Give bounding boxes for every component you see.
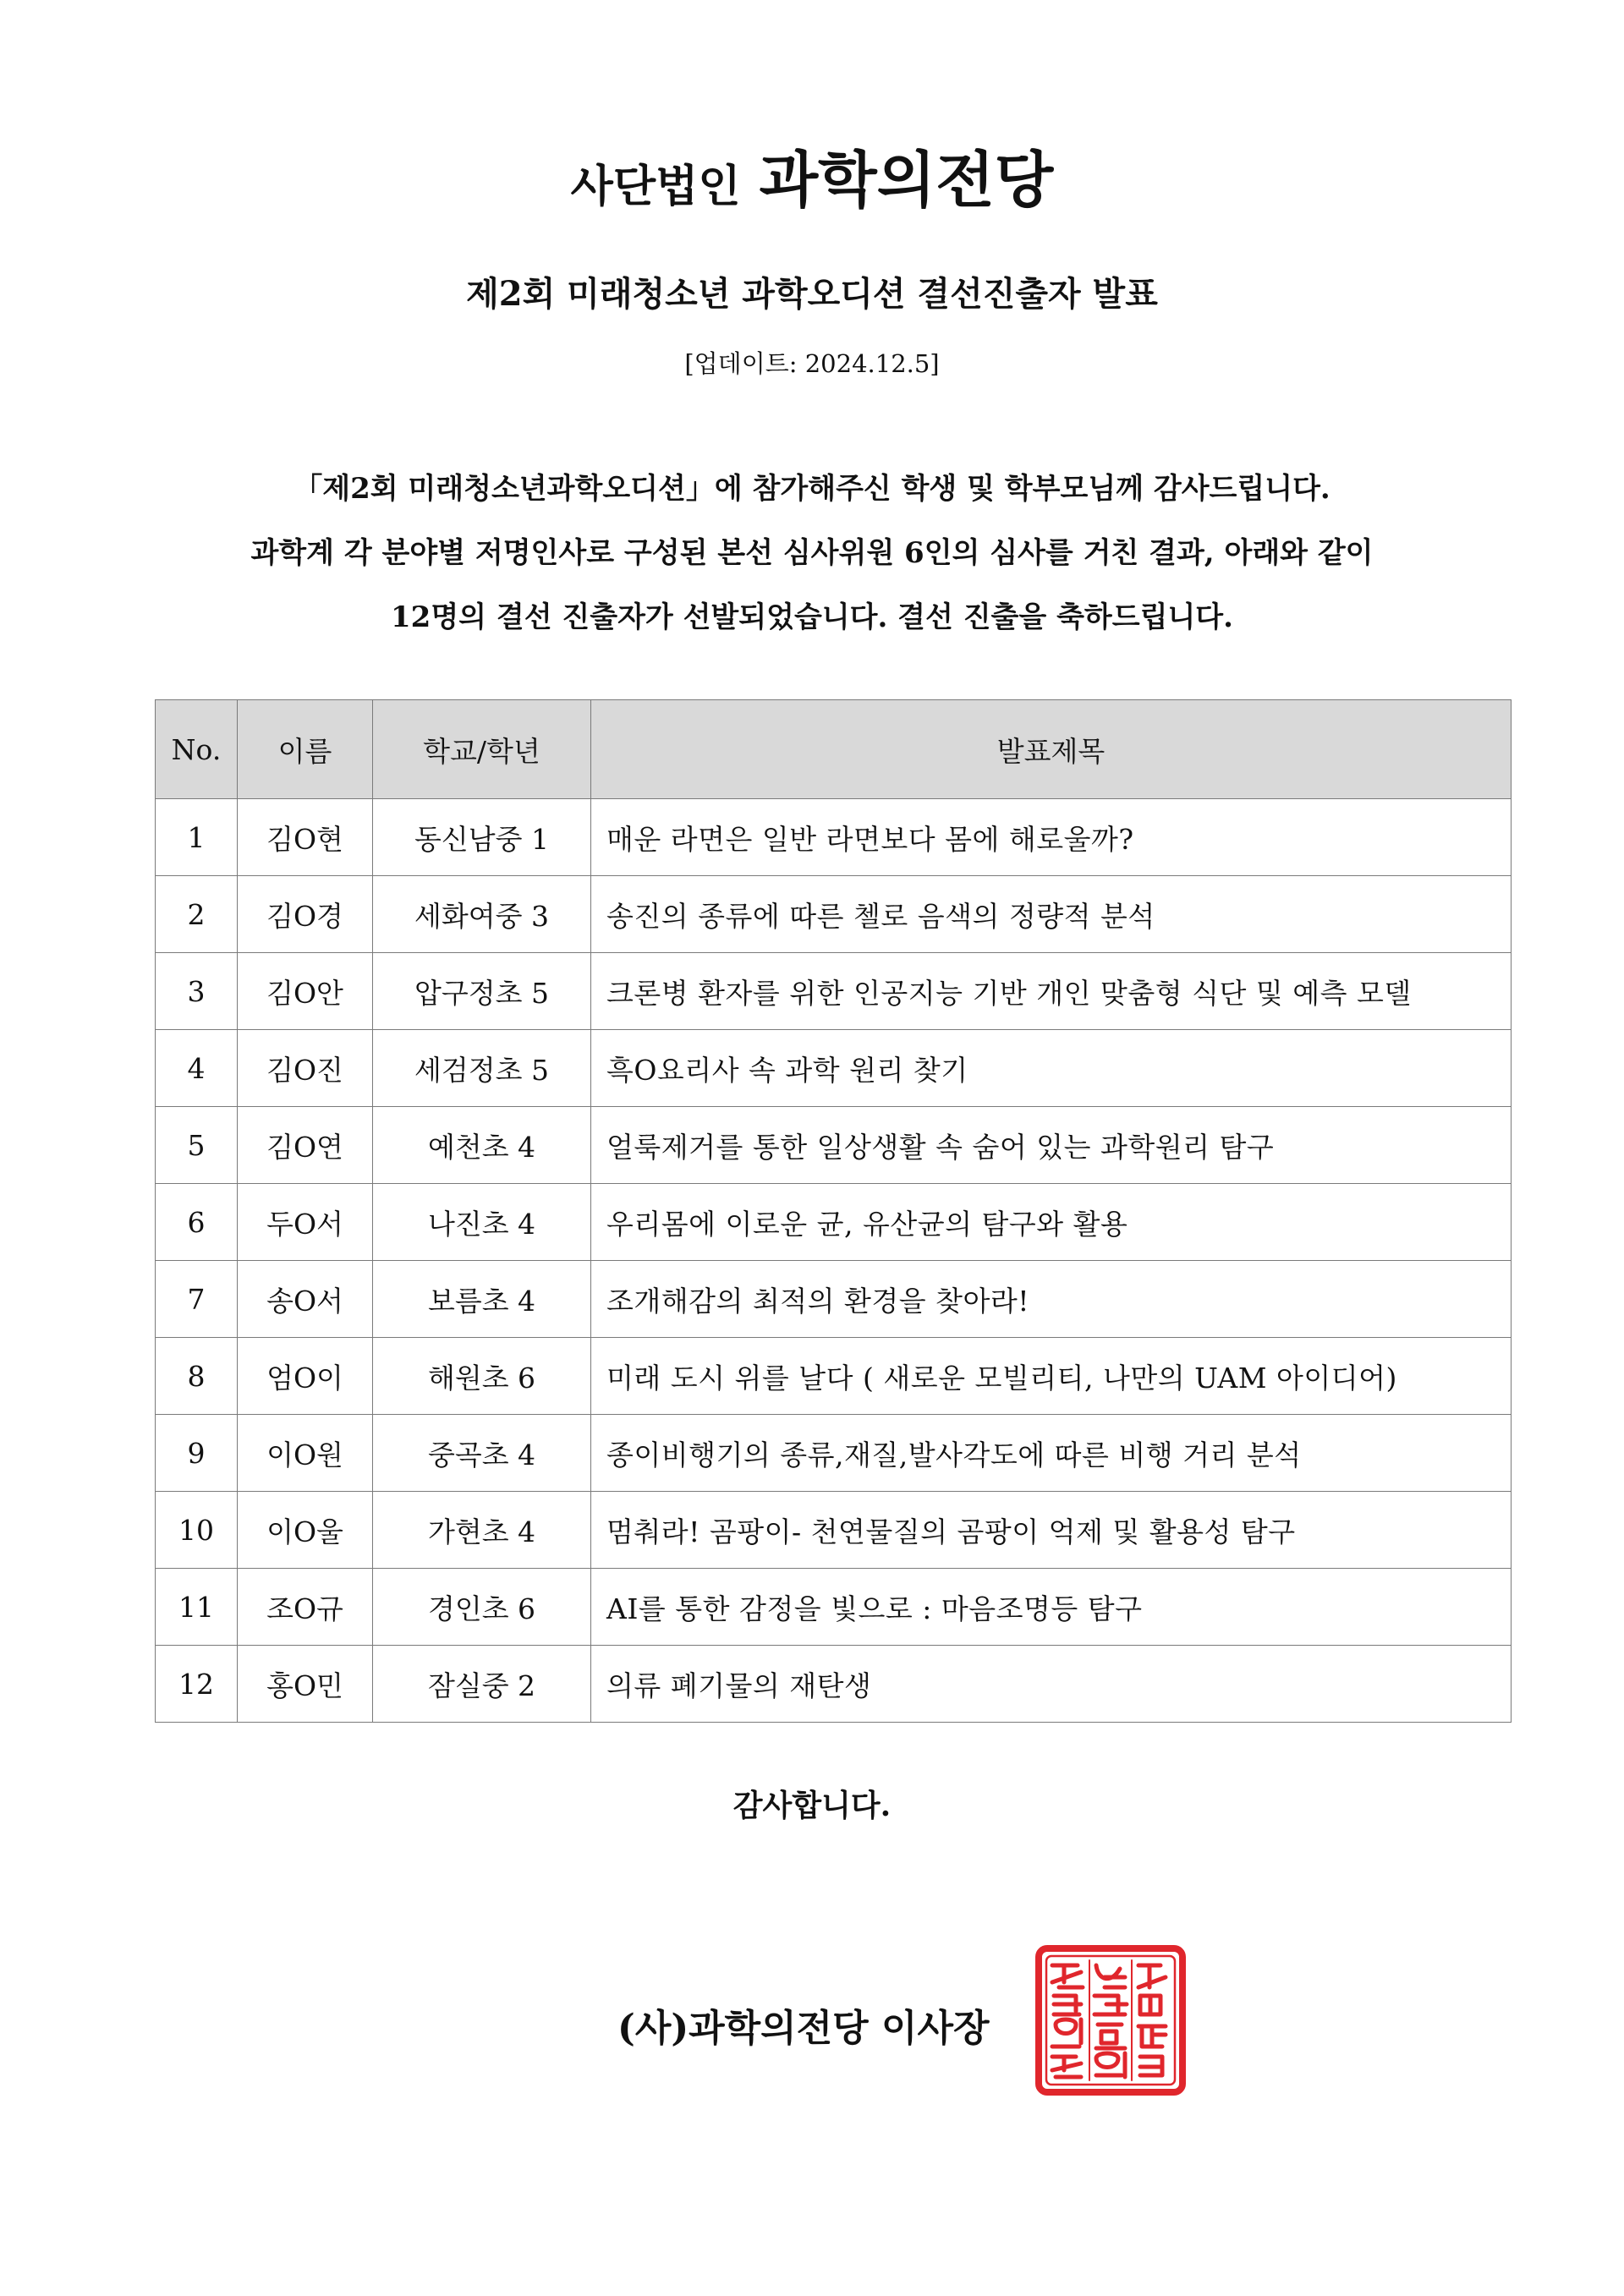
cell-no: 11 bbox=[156, 1569, 238, 1646]
cell-school: 나진초 4 bbox=[373, 1184, 591, 1261]
cell-name: 김O안 bbox=[238, 953, 373, 1030]
cell-name: 두O서 bbox=[238, 1184, 373, 1261]
cell-name: 김O연 bbox=[238, 1107, 373, 1184]
cell-no: 2 bbox=[156, 876, 238, 953]
cell-school: 가현초 4 bbox=[373, 1492, 591, 1569]
table-row bbox=[156, 1569, 1512, 1646]
cell-topic: 종이비행기의 종류,재질,발사각도에 따른 비행 거리 분석 bbox=[591, 1415, 1512, 1492]
cell-school: 압구정초 5 bbox=[373, 953, 591, 1030]
header-no: No. bbox=[156, 700, 238, 799]
cell-name: 김O현 bbox=[238, 799, 373, 876]
cell-no: 9 bbox=[156, 1415, 238, 1492]
table-row bbox=[156, 1184, 1512, 1261]
cell-school: 동신남중 1 bbox=[373, 799, 591, 876]
table-row bbox=[156, 953, 1512, 1030]
intro-line-3: 12명의 결선 진출자가 선발되었습니다. 결선 진출을 축하드립니다. bbox=[391, 600, 1233, 634]
signature-line: (사)과학의전당 이사장 bbox=[617, 2007, 990, 2050]
intro-paragraph bbox=[0, 457, 1624, 649]
table-row bbox=[156, 799, 1512, 876]
cell-school: 예천초 4 bbox=[373, 1107, 591, 1184]
cell-name: 김O경 bbox=[238, 876, 373, 953]
cell-topic: 크론병 환자를 위한 인공지능 기반 개인 맞춤형 식단 및 예측 모델 bbox=[591, 953, 1512, 1030]
cell-name: 송O서 bbox=[238, 1261, 373, 1338]
intro-line-2: 과학계 각 분야별 저명인사로 구성된 본선 심사위원 6인의 심사를 거친 결과, 아래와 같이 bbox=[250, 536, 1374, 570]
cell-topic: 조개해감의 최적의 환경을 찾아라! bbox=[591, 1261, 1512, 1338]
table-row bbox=[156, 1492, 1512, 1569]
announcement-title: 제2회 미래청소년 과학오디션 결선진출자 발표 bbox=[466, 274, 1158, 314]
table-row bbox=[156, 1415, 1512, 1492]
table-header-row bbox=[156, 700, 1512, 799]
cell-school: 잠실중 2 bbox=[373, 1646, 591, 1723]
cell-topic: 얼룩제거를 통한 일상생활 속 숨어 있는 과학원리 탐구 bbox=[591, 1107, 1512, 1184]
table-row bbox=[156, 1338, 1512, 1415]
cell-topic: 미래 도시 위를 날다 ( 새로운 모빌리티, 나만의 UAM 아이디어) bbox=[591, 1338, 1512, 1415]
official-seal-icon bbox=[1034, 1943, 1188, 2097]
table-row bbox=[156, 1646, 1512, 1723]
organization-prefix: 사단법인 bbox=[570, 161, 741, 212]
cell-name: 홍O민 bbox=[238, 1646, 373, 1723]
cell-topic: 흑O요리사 속 과학 원리 찾기 bbox=[591, 1030, 1512, 1107]
update-date: [업데이트: 2024.12.5] bbox=[684, 349, 940, 378]
table-row bbox=[156, 876, 1512, 953]
cell-name: 김O진 bbox=[238, 1030, 373, 1107]
cell-no: 6 bbox=[156, 1184, 238, 1261]
cell-name: 조O규 bbox=[238, 1569, 373, 1646]
cell-school: 보름초 4 bbox=[373, 1261, 591, 1338]
table-row bbox=[156, 1261, 1512, 1338]
cell-school: 세화여중 3 bbox=[373, 876, 591, 953]
table-row bbox=[156, 1107, 1512, 1184]
cell-no: 12 bbox=[156, 1646, 238, 1723]
table-row bbox=[156, 1030, 1512, 1107]
cell-topic: 의류 폐기물의 재탄생 bbox=[591, 1646, 1512, 1723]
cell-school: 해원초 6 bbox=[373, 1338, 591, 1415]
cell-no: 5 bbox=[156, 1107, 238, 1184]
cell-no: 8 bbox=[156, 1338, 238, 1415]
cell-school: 중곡초 4 bbox=[373, 1415, 591, 1492]
cell-topic: 우리몸에 이로운 균, 유산균의 탐구와 활용 bbox=[591, 1184, 1512, 1261]
cell-no: 10 bbox=[156, 1492, 238, 1569]
cell-name: 이O울 bbox=[238, 1492, 373, 1569]
header-school: 학교/학년 bbox=[373, 700, 591, 799]
cell-school: 세검정초 5 bbox=[373, 1030, 591, 1107]
cell-no: 1 bbox=[156, 799, 238, 876]
cell-topic: 멈춰라! 곰팡이- 천연물질의 곰팡이 억제 및 활용성 탐구 bbox=[591, 1492, 1512, 1569]
cell-no: 4 bbox=[156, 1030, 238, 1107]
cell-name: 엄O이 bbox=[238, 1338, 373, 1415]
organization-title bbox=[0, 142, 1624, 225]
intro-line-1: 「제2회 미래청소년과학오디션」에 참가해주신 학생 및 학부모님께 감사드립니다. bbox=[294, 472, 1330, 506]
cell-topic: AI를 통한 감정을 빛으로 : 마음조명등 탐구 bbox=[591, 1569, 1512, 1646]
closing-thanks: 감사합니다. bbox=[732, 1788, 892, 1823]
organization-name: 과학의전당 bbox=[759, 144, 1054, 216]
cell-no: 7 bbox=[156, 1261, 238, 1338]
cell-topic: 송진의 종류에 따른 첼로 음색의 정량적 분석 bbox=[591, 876, 1512, 953]
finalists-table bbox=[155, 699, 1512, 1723]
header-name: 이름 bbox=[238, 700, 373, 799]
cell-name: 이O원 bbox=[238, 1415, 373, 1492]
cell-topic: 매운 라면은 일반 라면보다 몸에 해로울까? bbox=[591, 799, 1512, 876]
cell-no: 3 bbox=[156, 953, 238, 1030]
header-topic: 발표제목 bbox=[591, 700, 1512, 799]
cell-school: 경인초 6 bbox=[373, 1569, 591, 1646]
